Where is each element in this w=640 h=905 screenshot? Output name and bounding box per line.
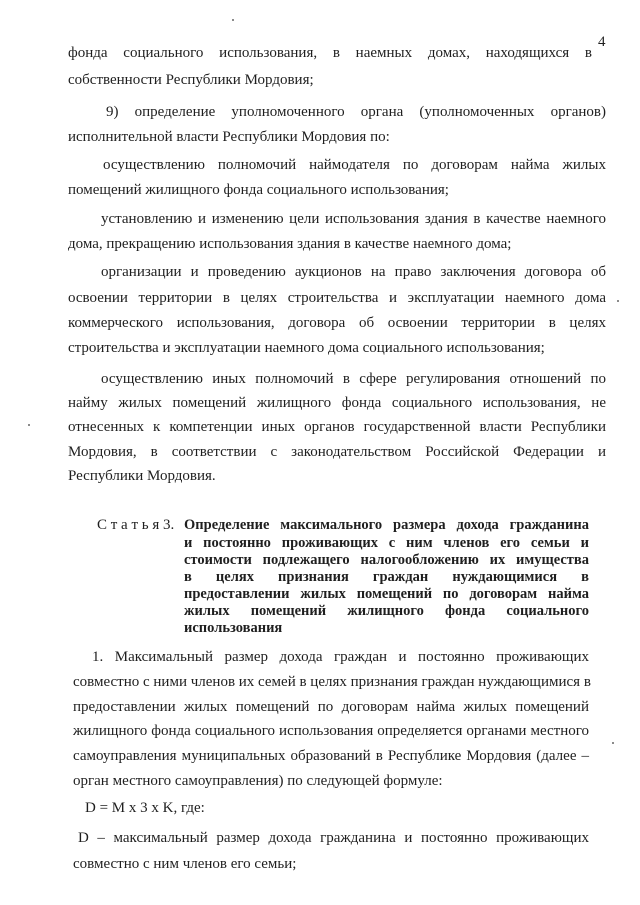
text-line: осуществлению иных полномочий в сфере регулирования отношений по <box>101 371 606 387</box>
text-line: освоении территории в целях строительства и эксплуатации наемного дома <box>68 290 606 306</box>
text-line: дома, прекращению использования здания в качестве наемного дома; <box>68 236 512 252</box>
text-line: найму жилых помещений жилищного фонда социального использования, не <box>68 395 606 411</box>
scan-speck <box>617 300 619 302</box>
text-line: самоуправления муниципальных образований в Республике Мордовия (далее – <box>73 748 589 764</box>
text-line: предоставлении жилых помещений по договорам найма жилых помещений <box>73 699 589 715</box>
text-line: установлению и изменению цели использования здания в качестве наемного <box>101 211 606 227</box>
text-line: совместно с ними членов их семей в целях признания граждан нуждающимися в <box>73 674 591 690</box>
scan-speck <box>612 742 614 744</box>
text-line: организации и проведению аукционов на право заключения договора об <box>101 264 606 280</box>
text-line: жилищного фонда социального использования определяется органами местного <box>73 723 589 739</box>
formula-line: D = M x 3 x K, где: <box>85 800 205 816</box>
text-line: помещений жилищного фонда социального использования; <box>68 182 449 198</box>
article-title-line: использования <box>184 620 283 636</box>
text-line: Мордовия, в соответствии с законодательством Российской Федерации и <box>68 444 606 460</box>
text-line: исполнительной власти Республики Мордовия по: <box>68 129 390 145</box>
scan-speck <box>232 19 234 21</box>
text-line: совместно с ним членов его семьи; <box>73 856 297 872</box>
text-line: фонда социального использования, в наемных домах, находящихся в <box>68 45 592 61</box>
text-line: строительства и эксплуатации наемного дома социального использования; <box>68 340 545 356</box>
article-title-line: Определение максимального размера дохода гражданина <box>184 517 589 533</box>
article-title-line: в целях признания граждан нуждающимися в <box>184 569 589 585</box>
article-title-line: и постоянно проживающих с ним членов его семьи и <box>184 535 589 551</box>
page-number: 4 <box>598 34 606 50</box>
text-line: отнесенных к компетенции иных органов государственной власти Республики <box>68 419 606 435</box>
article-title-line: предоставлении жилых помещений по договорам найма <box>184 586 589 602</box>
text-line: D – максимальный размер дохода гражданина и постоянно проживающих <box>78 830 589 846</box>
article-title-line: стоимости подлежащего налогообложению их имущества <box>184 552 589 568</box>
article-title-line: жилых помещений жилищного фонда социального <box>184 603 589 619</box>
text-line: орган местного самоуправления) по следующей формуле: <box>73 773 443 789</box>
text-line: коммерческого использования, договора об освоении территории в целях <box>68 315 606 331</box>
text-line: собственности Республики Мордовия; <box>68 72 314 88</box>
text-line: 1. Максимальный размер дохода граждан и постоянно проживающих <box>92 649 589 665</box>
text-line: 9) определение уполномоченного органа (уполномоченных органов) <box>106 104 606 120</box>
article-label: С т а т ь я 3. <box>97 517 175 533</box>
scan-speck <box>28 424 30 426</box>
text-line: осуществлению полномочий наймодателя по договорам найма жилых <box>103 157 606 173</box>
text-line: Республики Мордовия. <box>68 468 216 484</box>
